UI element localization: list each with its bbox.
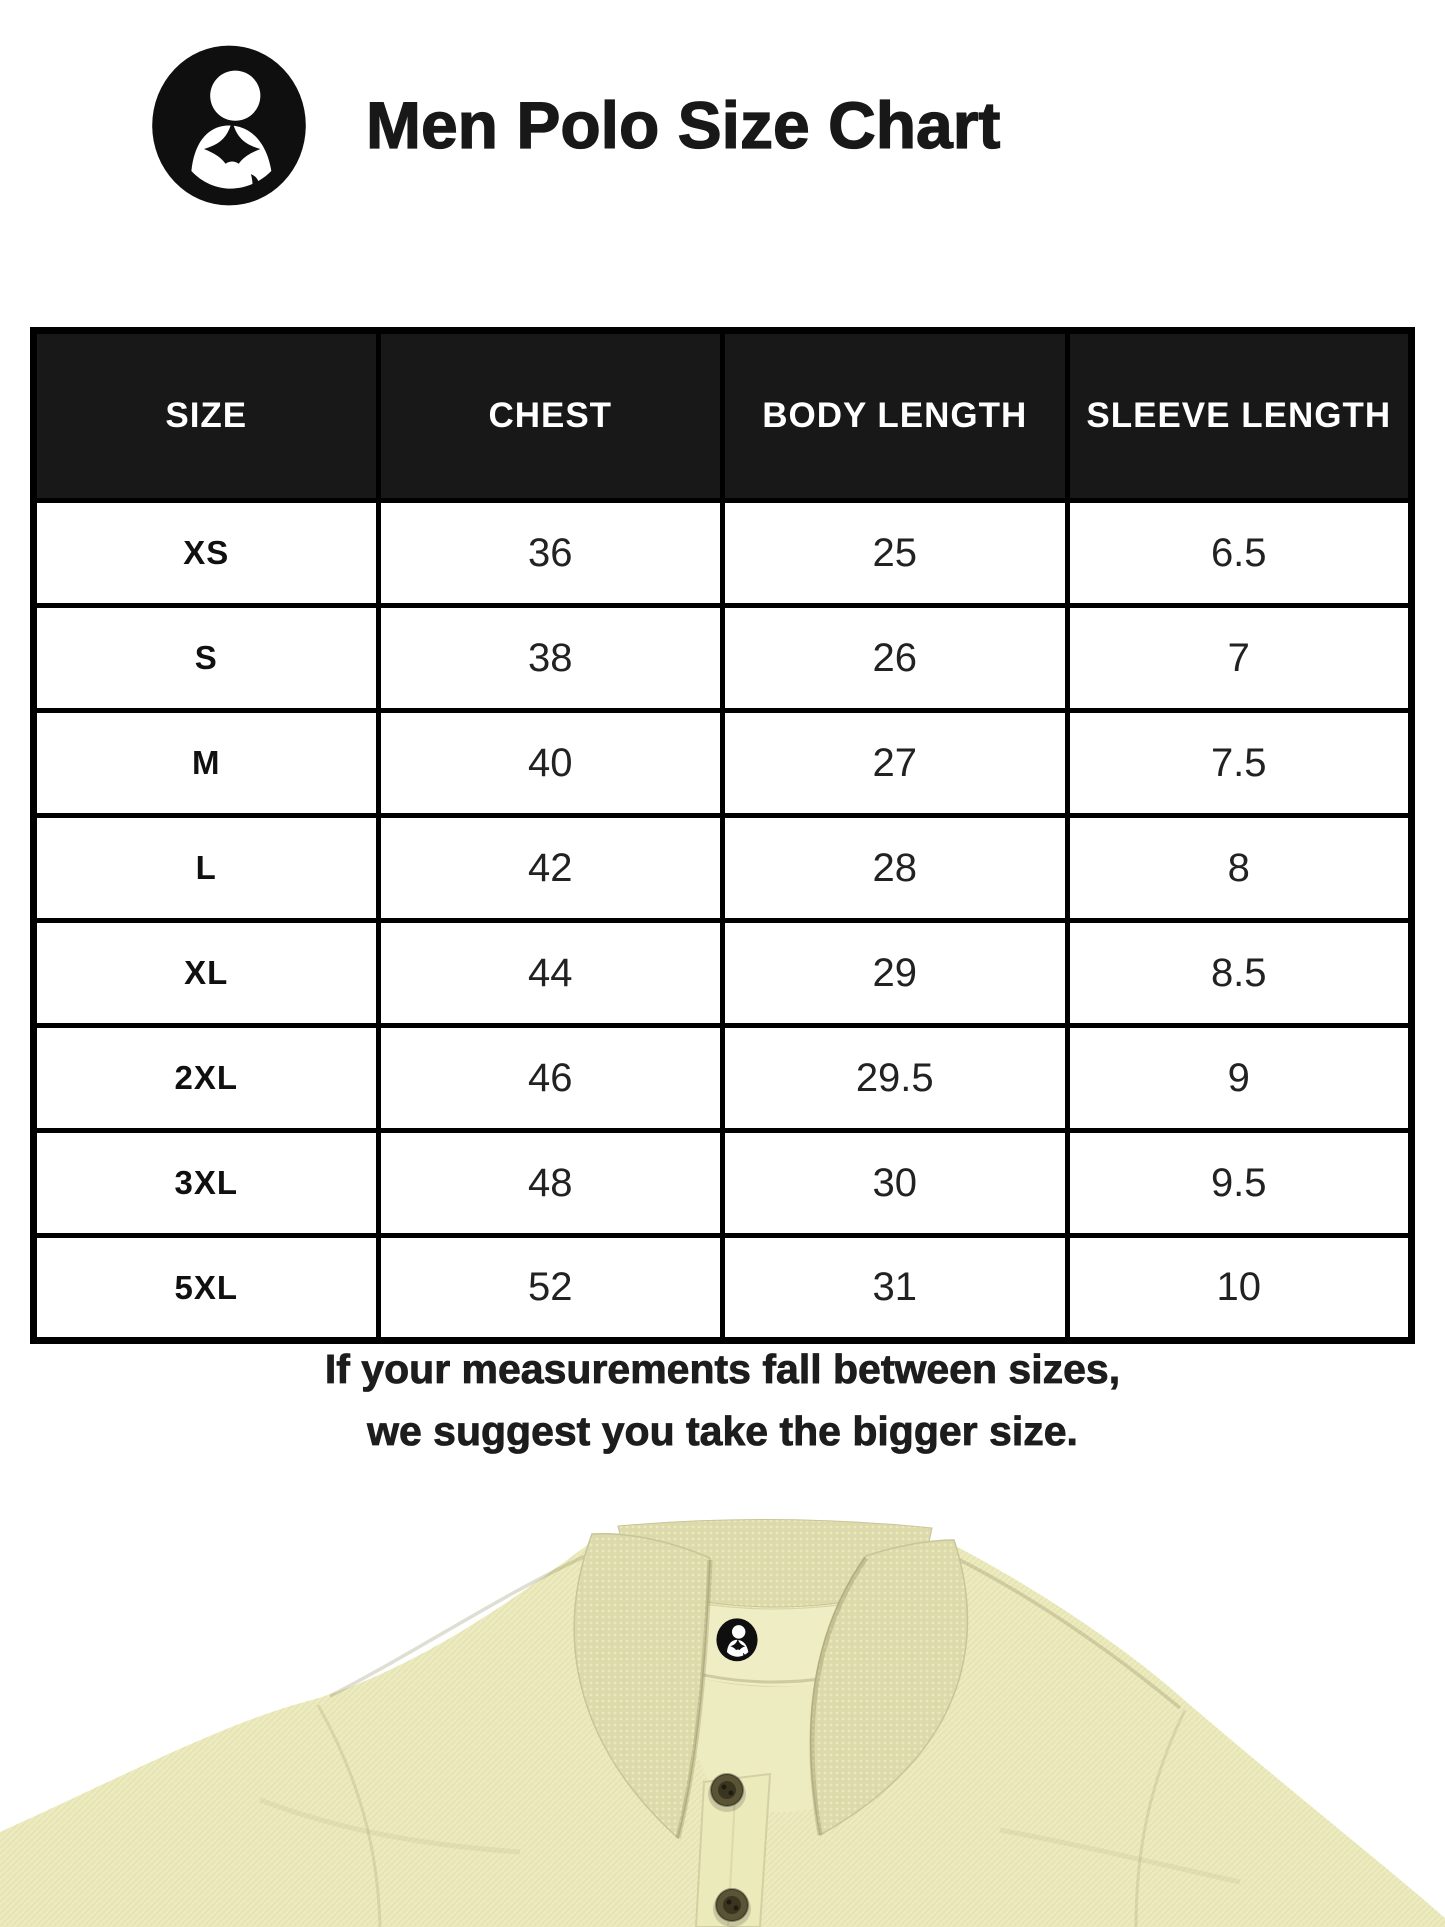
size-label-cell: XL bbox=[34, 921, 379, 1026]
size-label-cell: L bbox=[34, 816, 379, 921]
column-header-size: SIZE bbox=[34, 331, 379, 501]
header bbox=[150, 42, 1445, 208]
size-chart-table bbox=[30, 327, 1415, 1344]
size-label-cell: 2XL bbox=[34, 1026, 379, 1131]
size-label-cell: 5XL bbox=[34, 1236, 379, 1341]
size-label-cell: M bbox=[34, 711, 379, 816]
measurement-cell: 36 bbox=[378, 501, 723, 606]
size-label-cell: XS bbox=[34, 501, 379, 606]
table-row bbox=[34, 816, 1412, 921]
measurement-cell: 27 bbox=[723, 711, 1068, 816]
page-title: Men Polo Size Chart bbox=[366, 88, 1001, 162]
measurement-cell: 46 bbox=[378, 1026, 723, 1131]
measurement-cell: 29 bbox=[723, 921, 1068, 1026]
measurement-cell: 26 bbox=[723, 606, 1068, 711]
size-chart-table-wrap bbox=[30, 327, 1415, 1337]
shirt-button-bottom bbox=[713, 1889, 751, 1927]
table-row bbox=[34, 711, 1412, 816]
measurement-cell: 28 bbox=[723, 816, 1068, 921]
measurement-cell: 8.5 bbox=[1067, 921, 1412, 1026]
size-label-cell: 3XL bbox=[34, 1131, 379, 1236]
measurement-cell: 10 bbox=[1067, 1236, 1412, 1341]
measurement-cell: 42 bbox=[378, 816, 723, 921]
column-header-chest: CHEST bbox=[378, 331, 723, 501]
column-header-body-length: BODY LENGTH bbox=[723, 331, 1068, 501]
measurement-cell: 8 bbox=[1067, 816, 1412, 921]
measurement-cell: 52 bbox=[378, 1236, 723, 1341]
measurement-cell: 7 bbox=[1067, 606, 1412, 711]
measurement-cell: 38 bbox=[378, 606, 723, 711]
brand-logo-icon bbox=[150, 44, 308, 207]
measurement-cell: 9 bbox=[1067, 1026, 1412, 1131]
sizing-note-line2: we suggest you take the bigger size. bbox=[367, 1408, 1078, 1454]
polo-shirt-image bbox=[0, 1500, 1445, 1927]
sizing-note-line1: If your measurements fall between sizes, bbox=[324, 1346, 1121, 1392]
size-label-cell: S bbox=[34, 606, 379, 711]
table-row bbox=[34, 1236, 1412, 1341]
measurement-cell: 40 bbox=[378, 711, 723, 816]
shirt-button-top bbox=[708, 1774, 746, 1812]
measurement-cell: 6.5 bbox=[1067, 501, 1412, 606]
measurement-cell: 30 bbox=[723, 1131, 1068, 1236]
measurement-cell: 7.5 bbox=[1067, 711, 1412, 816]
measurement-cell: 31 bbox=[723, 1236, 1068, 1341]
measurement-cell: 25 bbox=[723, 501, 1068, 606]
table-header-row bbox=[34, 331, 1412, 501]
table-row bbox=[34, 606, 1412, 711]
measurement-cell: 48 bbox=[378, 1131, 723, 1236]
measurement-cell: 29.5 bbox=[723, 1026, 1068, 1131]
table-row bbox=[34, 921, 1412, 1026]
measurement-cell: 44 bbox=[378, 921, 723, 1026]
table-row bbox=[34, 501, 1412, 606]
neck-tag-logo-icon bbox=[716, 1618, 757, 1661]
sizing-note bbox=[0, 1338, 1445, 1462]
table-row bbox=[34, 1026, 1412, 1131]
column-header-sleeve-length: SLEEVE LENGTH bbox=[1067, 331, 1412, 501]
table-row bbox=[34, 1131, 1412, 1236]
measurement-cell: 9.5 bbox=[1067, 1131, 1412, 1236]
